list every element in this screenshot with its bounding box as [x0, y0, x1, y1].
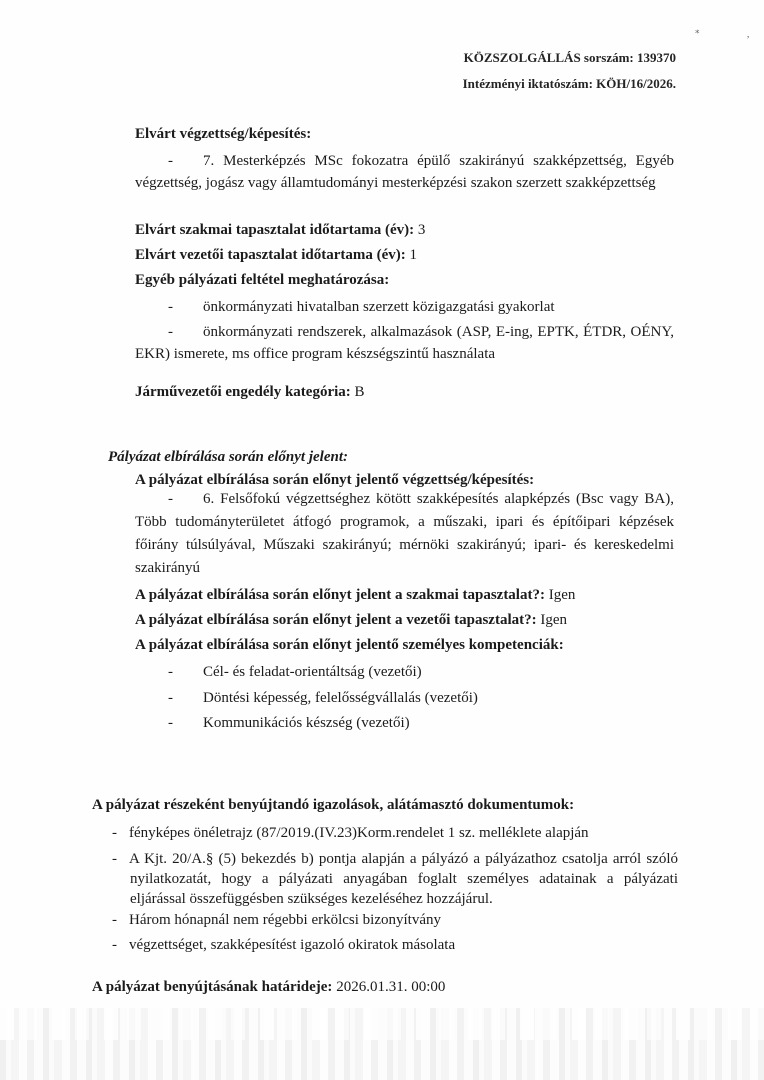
bullet-dash: - [168, 715, 173, 731]
documents-section-title: A pályázat részeként benyújtandó igazolások, alátámasztó dokumentumok: [92, 797, 575, 813]
advantage-qualification-item [135, 488, 674, 580]
document-item [112, 934, 678, 956]
advantage-qualification-title: A pályázat elbírálása során előnyt jelentő végzettség/képesítés: [135, 472, 535, 488]
deadline-line [92, 977, 445, 997]
other-condition-item [135, 321, 674, 365]
deadline-label: A pályázat benyújtásának határideje: [92, 979, 333, 995]
advantage-qualification-item-text: 6. Felsőfokú végzettséghez kötött szakképesítés alapképzés (Bsc vagy BA), Több tudományterületet átfogó programok, a műszaki, ipari és építőipari képzések főirány túlsúlyával, Műszaki szakirányú; mérnöki szakirányú; ipari- és kereskedelmi szakirányú [135, 491, 674, 576]
document-item [112, 909, 678, 931]
competency-2-text: Döntési képesség, felelősségvállalás (vezetői) [203, 690, 478, 706]
document-item [112, 822, 678, 844]
driving-license-label: Járművezetői engedély kategória: [135, 384, 351, 400]
leadership-experience-line [135, 245, 417, 265]
leadership-experience-label: Elvárt vezetői tapasztalat időtartama (év): [135, 247, 406, 263]
document-item-1-text: fényképes önéletrajz (87/2019.(IV.23)Korm.rendelet 1 sz. melléklete alapján [129, 825, 589, 841]
required-qualification-title: Elvárt végzettség/képesítés: [135, 126, 312, 142]
document-item-3-text: Három hónapnál nem régebbi erkölcsi bizonyítvány [129, 912, 441, 928]
bullet-dash: - [168, 324, 173, 340]
bullet-dash: - [168, 153, 173, 169]
scan-speck: ⁎ [695, 25, 700, 35]
bullet-dash: - [112, 851, 117, 867]
advantage-professional-value: Igen [548, 587, 576, 603]
advantage-professional-label: A pályázat elbírálása során előnyt jelent a szakmai tapasztalat?: [135, 587, 545, 603]
competencies-title: A pályázat elbírálása során előnyt jelentő személyes kompetenciák: [135, 637, 564, 653]
document-item-4-text: végzettséget, szakképesítést igazoló okiratok másolata [129, 937, 456, 953]
deadline-value: 2026.01.31. 00:00 [336, 979, 446, 995]
driving-license-line [135, 382, 365, 402]
advantage-leadership-label: A pályázat elbírálása során előnyt jelent a vezetői tapasztalat?: [135, 612, 537, 628]
bullet-dash: - [168, 491, 173, 507]
other-condition-item [135, 296, 674, 318]
competency-item [135, 661, 674, 683]
bullet-dash: - [168, 664, 173, 680]
advantages-section-title: Pályázat elbírálása során előnyt jelent: [108, 449, 348, 465]
professional-experience-label: Elvárt szakmai tapasztalat időtartama (év): [135, 222, 415, 238]
required-qualification-item-text: 7. Mesterképzés MSc fokozatra épülő szakirányú szakképzettség, Egyéb végzettség, jogász vagy államtudományi mesterképzési szakon szerzett szakképzettség [135, 153, 674, 191]
driving-license-value: B [354, 384, 365, 400]
competency-1-text: Cél- és feladat-orientáltság (vezetői) [203, 664, 422, 680]
competency-item [135, 712, 674, 734]
professional-experience-line [135, 220, 425, 240]
competency-3-text: Kommunikációs készség (vezetői) [203, 715, 410, 731]
scan-speck: , [747, 29, 750, 39]
advantage-professional-line [135, 585, 575, 605]
bullet-dash: - [112, 825, 117, 841]
bullet-dash: - [112, 912, 117, 928]
bullet-dash: - [168, 690, 173, 706]
other-conditions-title: Egyéb pályázati feltétel meghatározása: [135, 272, 390, 288]
required-qualification-item [135, 150, 674, 194]
doc-registry-number: Intézményi iktatószám: KÖH/16/2026. [462, 76, 676, 91]
other-condition-2-text: önkormányzati rendszerek, alkalmazások (ASP, E-ing, EPTK, ÉTDR, OÉNY, EKR) ismerete, ms office program készségszintű használata [135, 324, 674, 362]
bullet-dash: - [168, 299, 173, 315]
leadership-experience-value: 1 [409, 247, 417, 263]
bullet-dash: - [112, 937, 117, 953]
competency-item [135, 687, 674, 709]
professional-experience-value: 3 [417, 222, 426, 238]
scan-artifact-band [0, 1008, 764, 1080]
advantage-leadership-value: Igen [540, 612, 568, 628]
document-item [112, 849, 678, 909]
document-item-2-text: A Kjt. 20/A.§ (5) bekezdés b) pontja alapján a pályázó a pályázathoz csatolja arról szóló nyilatkozatát, hogy a pályázati anyagában foglalt személyes adatainak a pályázati eljárással összefüggésben szükséges kezeléséhez hozzájárul. [129, 851, 678, 907]
doc-serial-number: KÖZSZOLGÁLLÁS sorszám: 139370 [463, 50, 676, 65]
other-condition-1-text: önkormányzati hivatalban szerzett közigazgatási gyakorlat [203, 299, 555, 315]
advantage-leadership-line [135, 610, 567, 630]
